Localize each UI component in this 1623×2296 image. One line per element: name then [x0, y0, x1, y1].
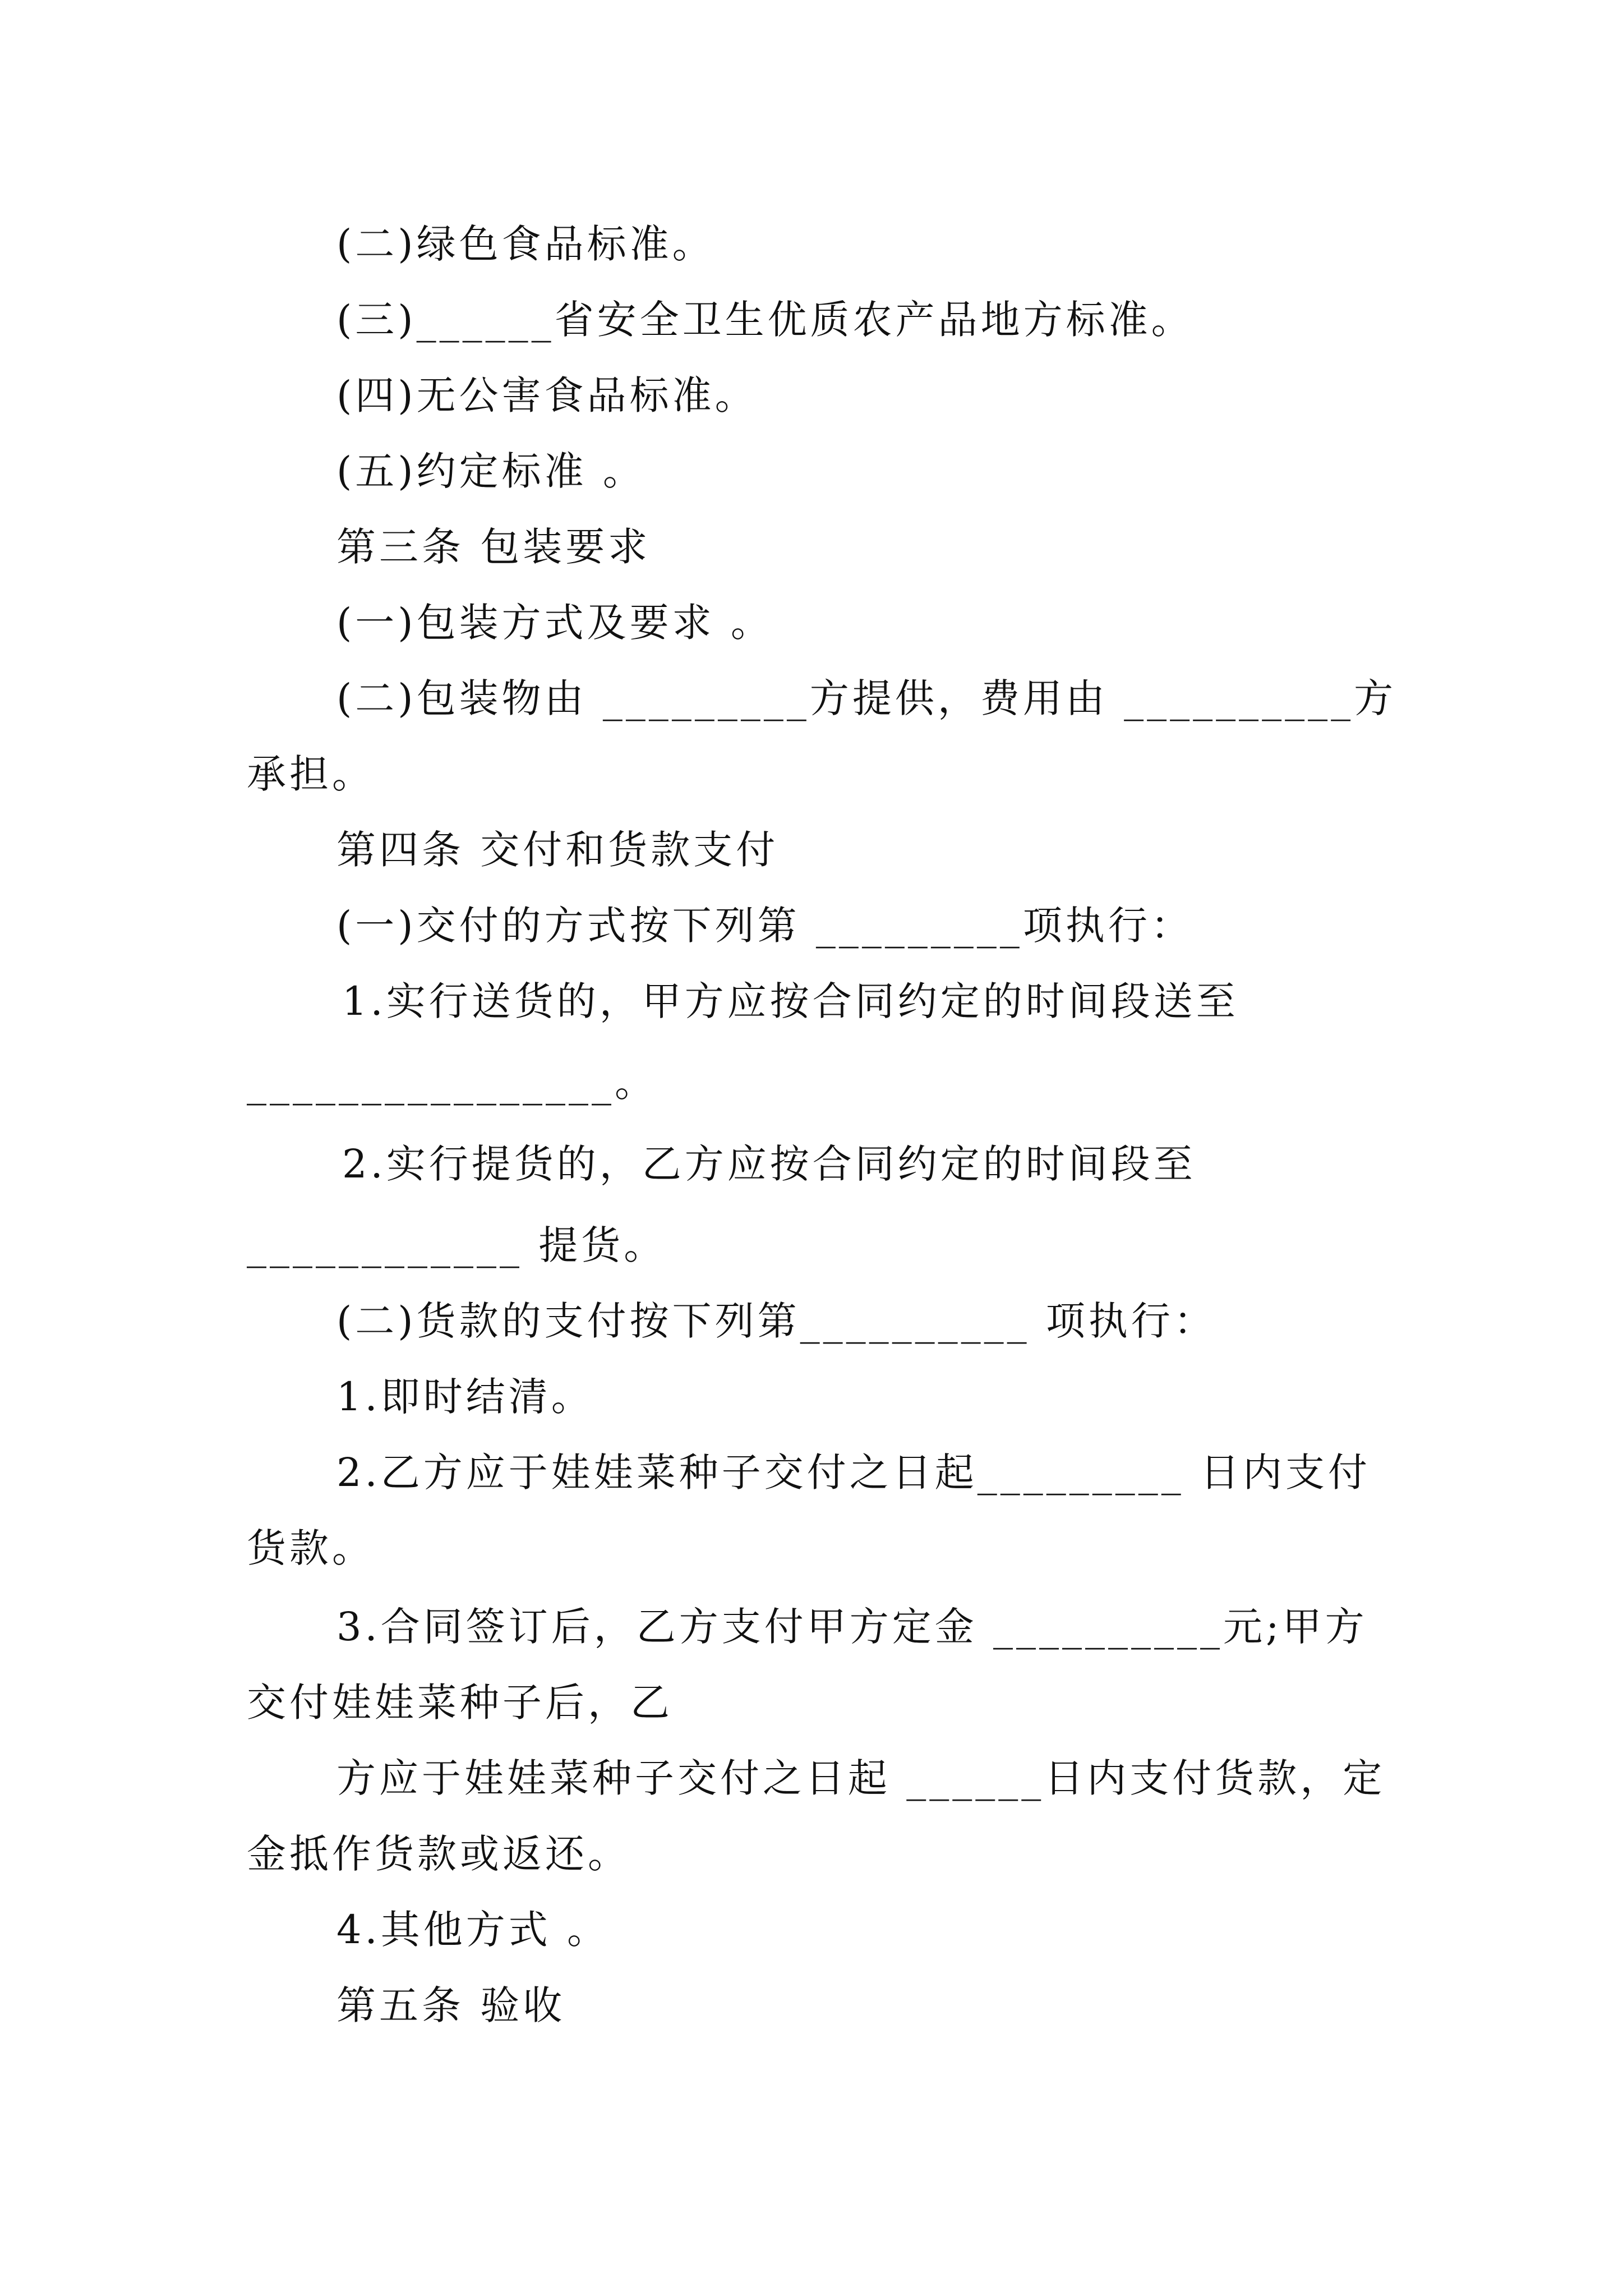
delivery-method-line: (一)交付的方式按下列第 _________项执行： — [336, 903, 1193, 949]
payment-option-1-line: 1.即时结清。 — [336, 1374, 594, 1420]
clause-4-pollution-free-standard: (四)无公害食品标准。 — [336, 372, 758, 418]
delivery-option-1-line: 1.实行送货的，甲方应按合同约定的时间段送至 — [342, 978, 1239, 1024]
clause-5-agreed-standard: (五)约定标准 。 — [336, 448, 645, 494]
packaging-provider-line: (二)包装物由 _________方提供，费用由 __________方 — [336, 675, 1397, 721]
article-5-heading: 第五条 验收 — [336, 1982, 566, 2028]
payment-option-4-line: 4.其他方式 。 — [336, 1907, 610, 1953]
delivery-option-2-line: 2.实行提货的，乙方应按合同约定的时间段至 — [342, 1141, 1196, 1187]
payment-option-3-line: 3.合同签订后，乙方支付甲方定金 __________元;甲方 — [336, 1604, 1368, 1650]
payment-option-3-line-cont: 交付娃娃菜种子后，乙 — [247, 1680, 673, 1726]
payment-option-3-line-cont-3: 金抵作货款或返还。 — [247, 1831, 630, 1877]
delivery-option-1-line-cont: ________________。 — [247, 1060, 657, 1106]
packaging-method-line: (一)包装方式及要求 。 — [336, 600, 773, 646]
payment-method-line: (二)货款的支付按下列第__________ 项执行： — [336, 1298, 1216, 1344]
clause-3-provincial-standard: (三)______省安全卫生优质农产品地方标准。 — [336, 297, 1194, 343]
article-3-heading: 第三条 包装要求 — [336, 524, 651, 570]
delivery-option-2-line-cont: ____________ 提货。 — [247, 1222, 667, 1268]
payment-option-2-line-cont: 货款。 — [247, 1525, 375, 1571]
clause-2-green-food-standard: (二)绿色食品标准。 — [336, 221, 715, 267]
payment-option-2-line: 2.乙方应于娃娃菜种子交付之日起_________ 日内支付 — [336, 1450, 1371, 1496]
payment-option-3-line-cont-2: 方应于娃娃菜种子交付之日起 ______日内支付货款，定 — [336, 1755, 1386, 1801]
packaging-provider-line-cont: 承担。 — [247, 751, 375, 797]
article-4-heading: 第四条 交付和货款支付 — [336, 827, 779, 873]
